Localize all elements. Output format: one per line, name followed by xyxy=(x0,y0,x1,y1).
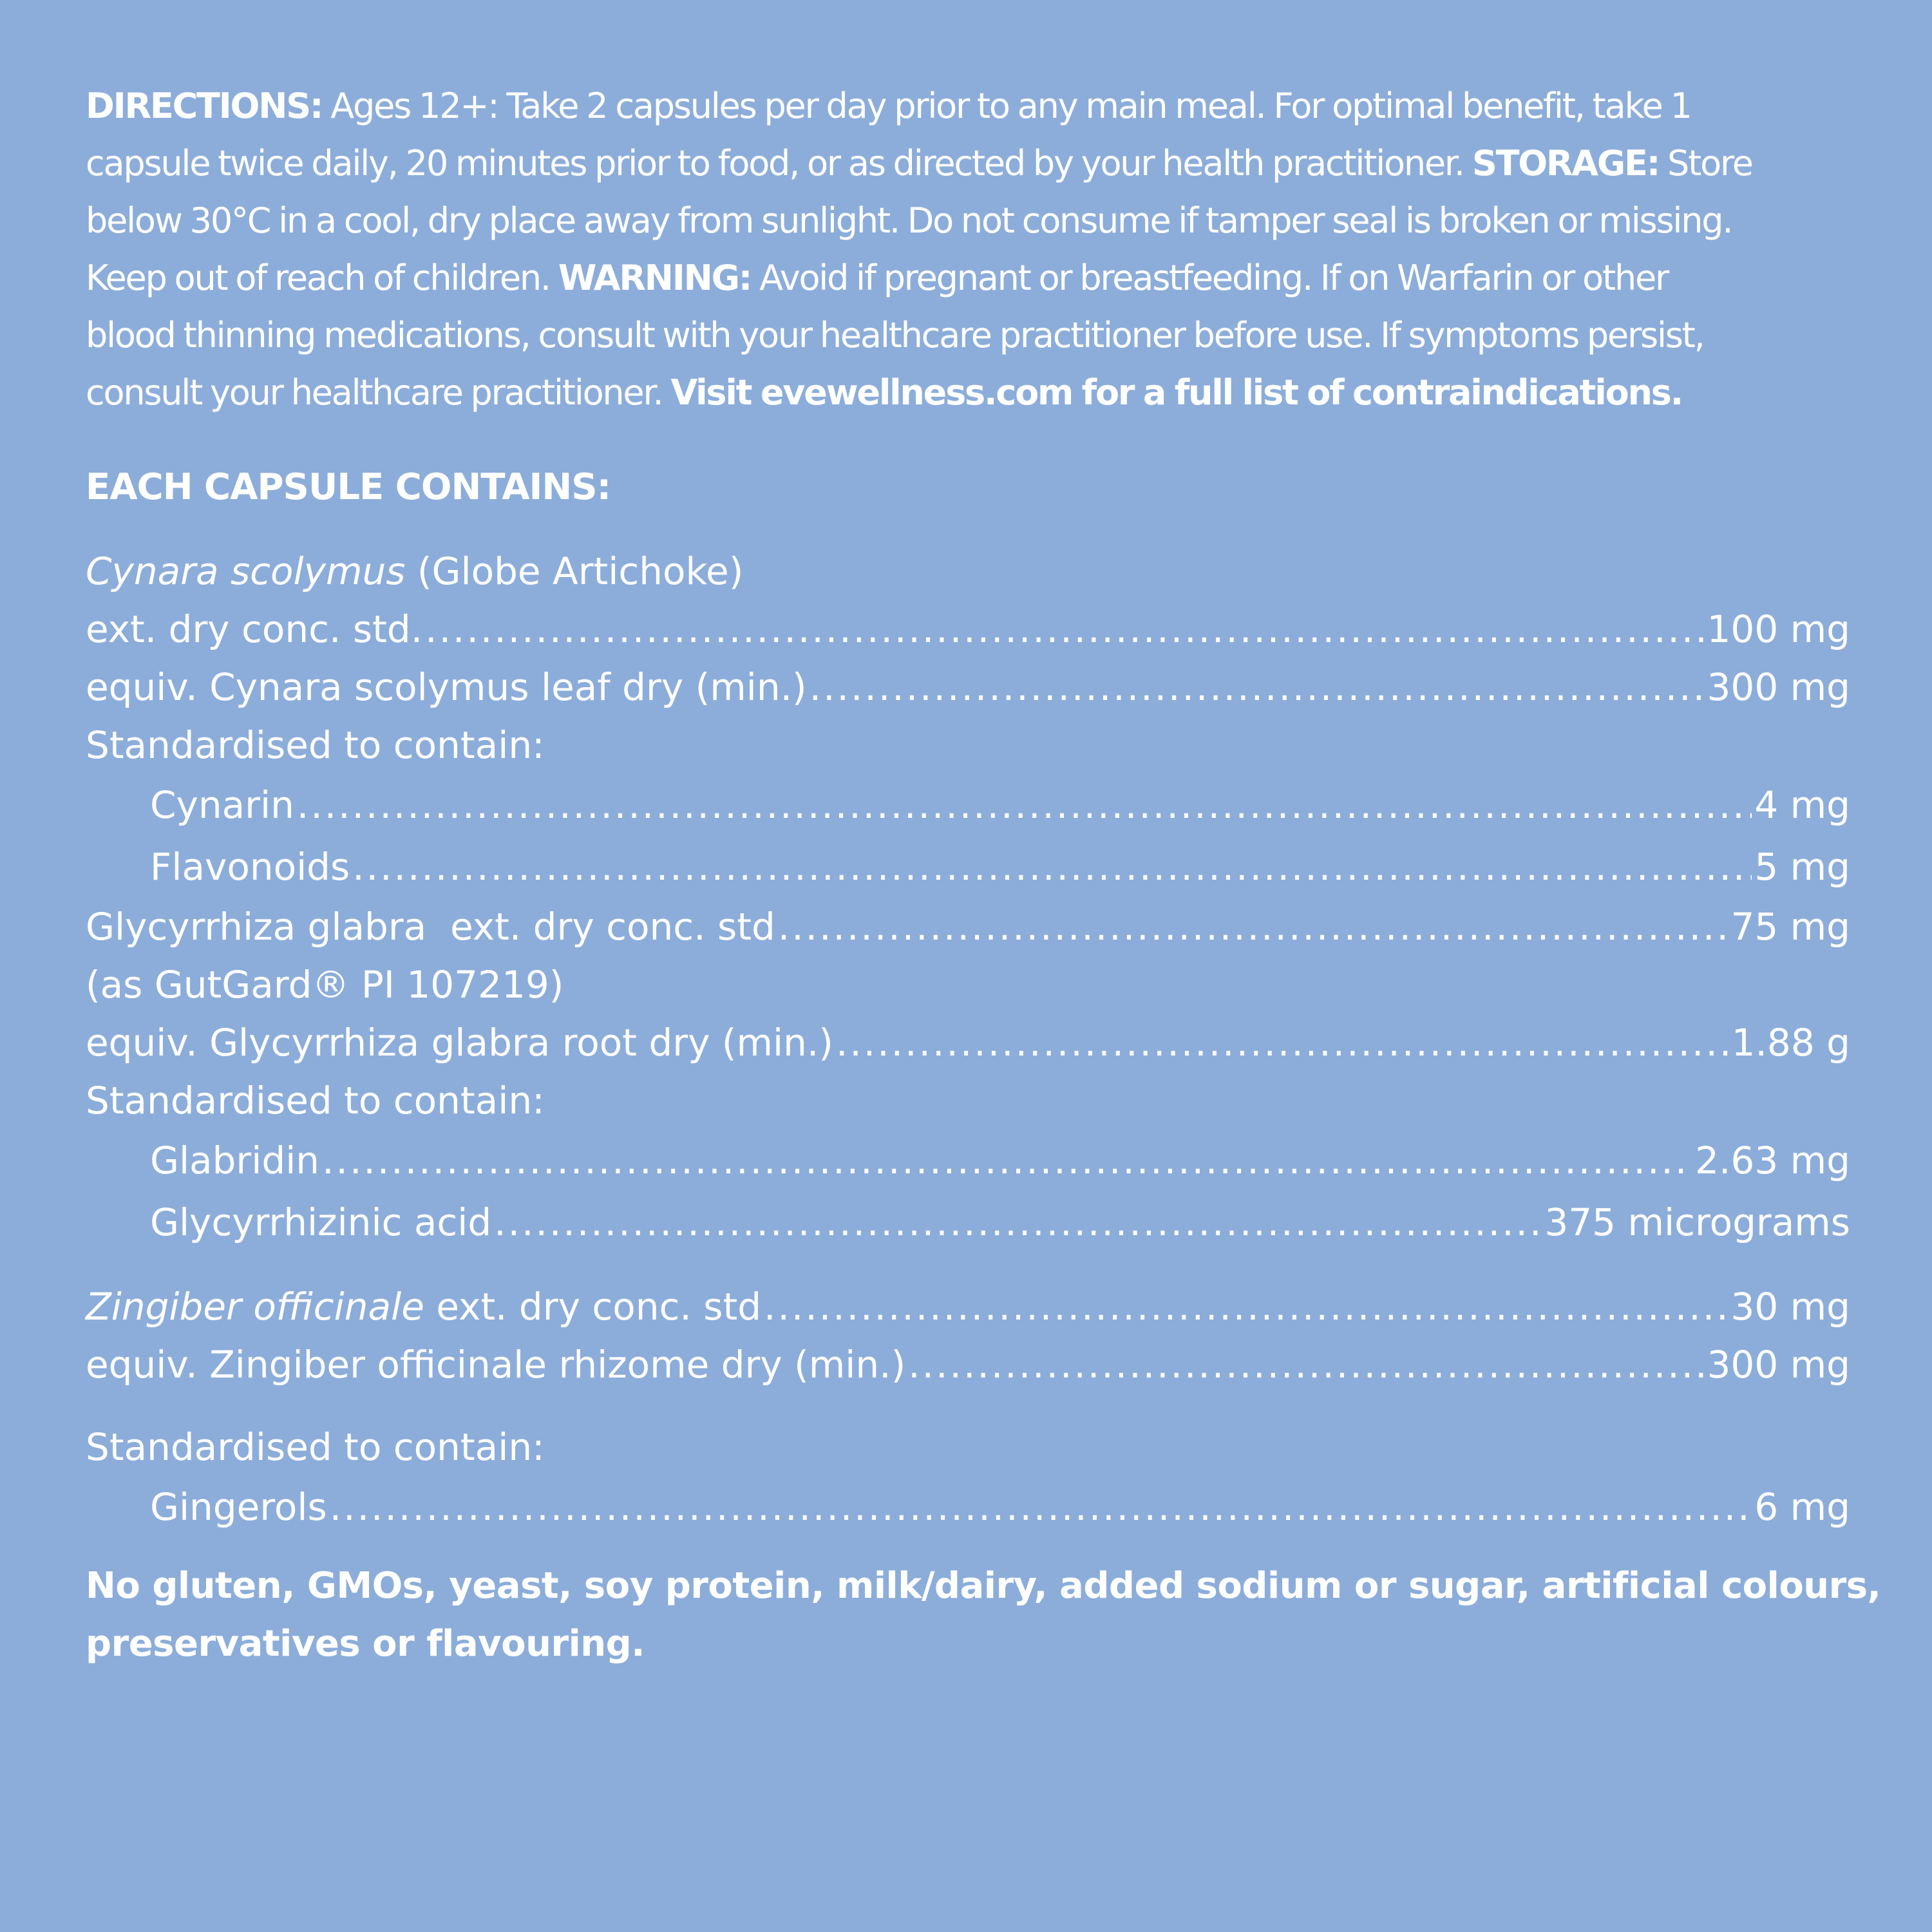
ingredient-row xyxy=(86,774,1850,836)
ingredient-name: Gingerols xyxy=(150,1485,327,1529)
directions-line-5 xyxy=(86,307,1850,364)
ingredient-row xyxy=(86,1278,1850,1336)
ingredient-row xyxy=(86,1336,1850,1394)
leader-dots xyxy=(778,898,1728,956)
free-from-statement xyxy=(86,1557,1881,1673)
ingredient-name: Flavonoids xyxy=(150,845,350,889)
directions-line-6 xyxy=(86,364,1850,421)
standardised-text: Standardised to contain: xyxy=(86,1079,545,1122)
directions-text-1: Ages 12+: Take 2 capsules per day prior to any main meal. For optimal benefit, take 1 xyxy=(322,86,1691,126)
storage-text-2: below 30°C in a cool, dry place away from sunlight. Do not consume if tamper seal is broken or missing. xyxy=(86,200,1732,241)
leader-dots xyxy=(330,1476,1752,1538)
contraindications-link-text: Visit evewellness.com for a full list of contraindications. xyxy=(670,372,1682,413)
ingredient-name: ext. dry conc. std. xyxy=(86,607,423,651)
directions-line-2 xyxy=(86,135,1850,192)
ingredient-amount: 1.88 g xyxy=(1731,1021,1850,1065)
ingredient-name: Glycyrrhizinic acid xyxy=(150,1200,492,1244)
storage-text-3: Keep out of reach of children. xyxy=(86,258,558,298)
ingredient-amount: 5 mg xyxy=(1754,845,1850,889)
cynara-latin-name: Cynara scolymus xyxy=(86,549,406,593)
leader-dots xyxy=(908,1336,1704,1394)
free-from-line-2: preservatives or flavouring. xyxy=(86,1623,645,1665)
directions-line-4 xyxy=(86,249,1850,307)
leader-dots xyxy=(810,658,1705,716)
free-from-line-1: No gluten, GMOs, yeast, soy protein, milk/dairy, added sodium or sugar, artificial colours, xyxy=(86,1565,1881,1607)
ingredient-name: Cynarin xyxy=(150,783,294,827)
cynara-common-name: (Globe Artichoke) xyxy=(405,549,744,593)
standardised-text: Standardised to contain: xyxy=(86,723,545,767)
leader-dots xyxy=(297,774,1752,836)
storage-heading: STORAGE: xyxy=(1472,143,1660,184)
leader-dots xyxy=(425,600,1704,658)
ingredient-name: equiv. Cynara scolymus leaf dry (min.) xyxy=(86,665,807,709)
warning-text-3: consult your healthcare practitioner. xyxy=(86,372,671,413)
leader-dots xyxy=(764,1278,1728,1336)
ingredient-row xyxy=(86,836,1850,898)
ingredient-amount: 300 mg xyxy=(1707,1343,1850,1387)
gutgard-note xyxy=(86,956,1850,1014)
ingredient-amount: 300 mg xyxy=(1707,665,1850,709)
leader-dots xyxy=(322,1130,1692,1191)
zingiber-latin-name: Zingiber officinale xyxy=(86,1285,424,1329)
ingredient-row xyxy=(86,658,1850,716)
ingredient-row xyxy=(86,600,1850,658)
warning-heading: WARNING: xyxy=(558,258,752,298)
ingredient-amount: 6 mg xyxy=(1754,1485,1850,1529)
leader-dots xyxy=(352,836,1752,898)
ingredient-amount: 30 mg xyxy=(1730,1285,1850,1329)
ingredient-amount: 75 mg xyxy=(1730,905,1850,949)
product-label xyxy=(86,77,1881,1673)
ingredient-name: Glycyrrhiza glabra ext. dry conc. std xyxy=(86,905,775,949)
ingredients-list xyxy=(86,542,1850,1538)
each-capsule-heading: EACH CAPSULE CONTAINS: xyxy=(86,466,611,508)
ingredient-amount: 375 micrograms xyxy=(1544,1200,1850,1244)
leader-dots xyxy=(836,1014,1729,1072)
leader-dots xyxy=(494,1191,1542,1253)
ingredient-amount: 2.63 mg xyxy=(1695,1139,1850,1182)
ingredient-amount: 100 mg xyxy=(1707,607,1850,651)
ingredient-name: Glabridin xyxy=(150,1139,320,1182)
standardised-label xyxy=(86,1418,1850,1476)
standardised-text: Standardised to contain: xyxy=(86,1425,545,1469)
directions-heading: DIRECTIONS: xyxy=(86,86,323,126)
zingiber-ext-text: ext. dry conc. std xyxy=(424,1285,762,1329)
standardised-label xyxy=(86,1072,1850,1130)
storage-text-1: Store xyxy=(1659,143,1752,184)
directions-line-3 xyxy=(86,192,1850,249)
ingredient-amount: 4 mg xyxy=(1754,783,1850,827)
gutgard-text: (as GutGard® PI 107219) xyxy=(86,963,564,1007)
ingredient-name: equiv. Zingiber officinale rhizome dry (min.) xyxy=(86,1343,906,1387)
ingredient-row xyxy=(86,898,1850,956)
ingredient-name xyxy=(86,1278,761,1336)
ingredient-name: equiv. Glycyrrhiza glabra root dry (min.) xyxy=(86,1021,833,1065)
warning-text-1: Avoid if pregnant or breastfeeding. If on Warfarin or other xyxy=(751,258,1668,298)
ingredient-row xyxy=(86,1476,1850,1538)
standardised-label xyxy=(86,716,1850,774)
ingredient-row xyxy=(86,1130,1850,1191)
warning-text-2: blood thinning medications, consult with your healthcare practitioner before use. If symptoms persist, xyxy=(86,315,1704,355)
directions-text-2: capsule twice daily, 20 minutes prior to food, or as directed by your health practitioner. xyxy=(86,143,1472,184)
ingredient-row xyxy=(86,1191,1850,1253)
directions-line-1 xyxy=(86,77,1850,135)
directions-paragraph xyxy=(86,77,1850,421)
ingredient-title-cynara xyxy=(86,542,1850,600)
ingredient-row xyxy=(86,1014,1850,1072)
